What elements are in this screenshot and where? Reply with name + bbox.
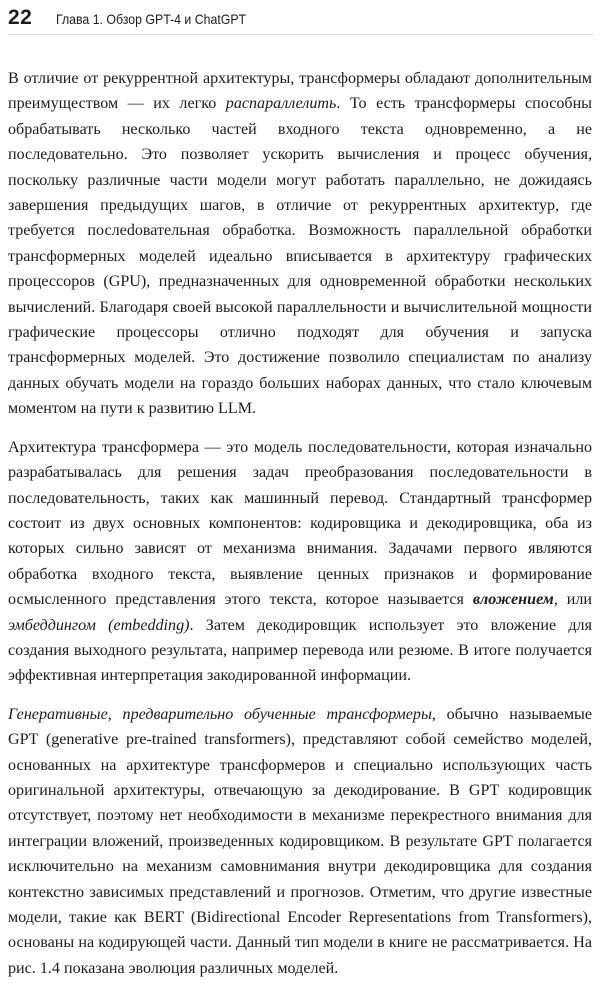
paragraph-text: . Затем декодировщик использует это вложение для создания выходного результата, например перевода или резюме. В итоге получается эффективная интерпретация закодированной информации. <box>8 616 592 685</box>
italic-term: Генеративные, предварительно обученные трансформеры <box>8 705 432 723</box>
paragraph-gpt <box>8 702 592 981</box>
running-header <box>8 6 593 32</box>
paragraph-parallelism <box>8 66 592 422</box>
chapter-title: Глава 1. Обзор GPT-4 и ChatGPT <box>56 11 247 27</box>
bold-italic-term: вложением <box>472 591 554 609</box>
paragraph-text: . То есть трансформеры способны обрабатывать несколько частей входного текста одновременно, а не последовательно. Это позволяет ускорить вычисления и процесс обучения, поскольку различные части модели могут работать параллельно, не дожидаясь завершения предыдущих шагов, в отличие от рекуррентных архитектур, где требуется послеdовательная обработка. Возможность параллельной обработки трансформерных моделей идеально вписывается в архитектуру графических процессоров (GPU), предназначенных для одновременной обработки нескольких вычислений. Благодаря своей высокой параллельности и вычислительной мощности графические процессоры отлично подходят для обучения и запуска трансформерных моделей. Это достижение позволило специалистам по анализу данных обучать модели на гораздо больших наборах данных, что стало ключевым моментом на пути к развитию LLM. <box>8 95 592 418</box>
italic-term: эмбеддингом (embedding) <box>8 616 190 634</box>
italic-term: распараллелить <box>225 95 337 113</box>
header-divider <box>8 34 593 35</box>
paragraph-transformer-architecture <box>8 435 592 689</box>
page-number: 22 <box>8 6 33 29</box>
paragraph-text: Архитектура трансформера — это модель последовательности, которая изначально разрабатывалась для решения задач преобразования последовательности в последовательность, таких как машинный перевод. Стандартный трансформер состоит из двух основных компонентов: кодировщика и декодировщика, оба из которых сильно зависят от механизма внимания. Задачами первого являются обработка входного текста, выявление ценных признаков и формирование осмысленного представления этого текста, которое называется <box>8 438 592 609</box>
body-text <box>8 66 592 981</box>
paragraph-text: , обычно называемые GPT (generative pre-trained transformers), представляют собой семейство моделей, основанных на архитектуре трансформеров и специально использующих часть оригинальной архитектуры, отвечающую за декодирование. В GPT кодировщик отсутствует, поэтому нет необходимости в механизме перекрестного внимания для интеграции вложений, произведенных кодировщиком. В результате GPT полагается исключительно на механизм самовнимания внутри декодировщика для создания контекстно зависимых представлений и прогнозов. Отметим, что другие известные модели, такие как BERT (Bidirectional Encoder Representations from Transformers), основаны на кодирующей части. Данный тип модели в книге не рассматривается. На рис. 1.4 показана эволюция различных моделей. <box>8 705 592 977</box>
paragraph-text: В отличие от рекуррентной архитектуры, трансформеры обладают дополнительным преимуществом — их легко <box>8 70 592 113</box>
paragraph-text: , или <box>553 591 592 609</box>
